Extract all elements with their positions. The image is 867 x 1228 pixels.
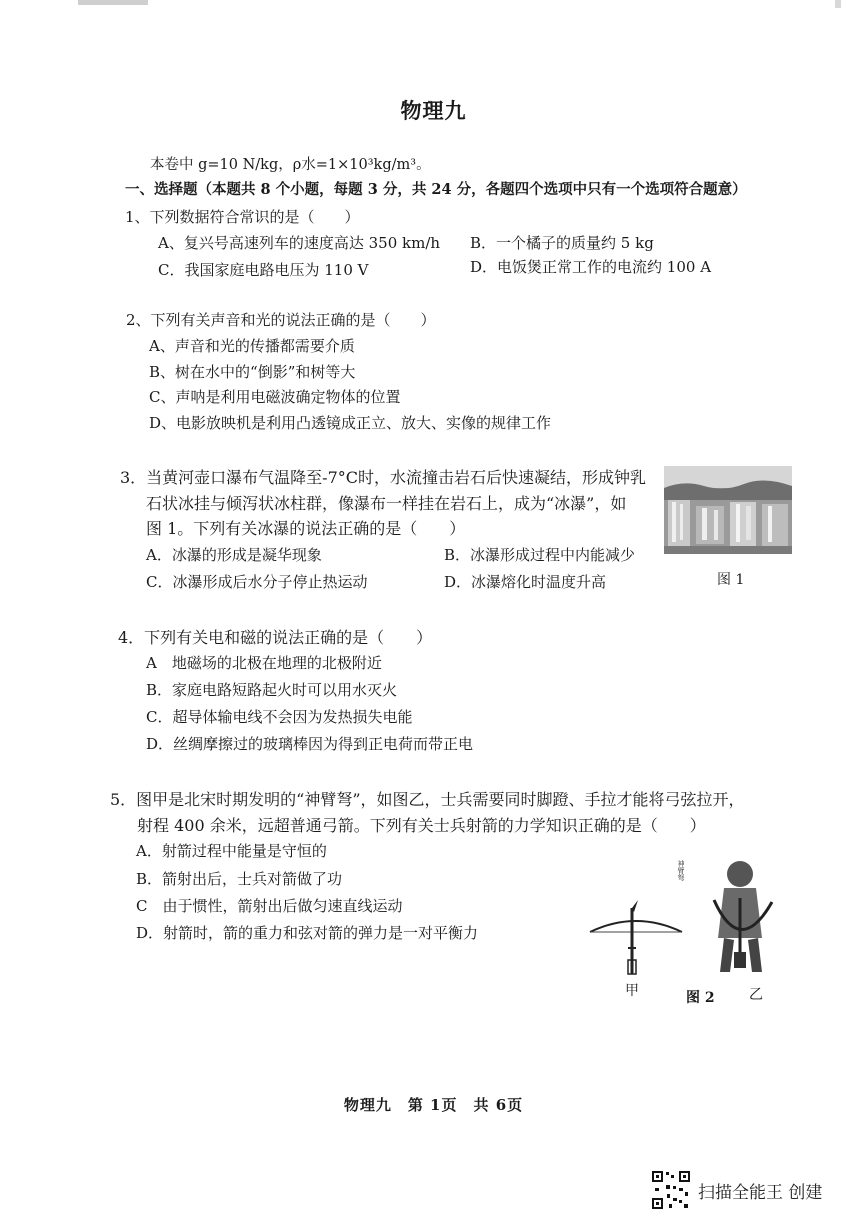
q1-option-c: C．我国家庭电路电压为 110 V — [158, 261, 369, 279]
q2-stem: 2、下列有关声音和光的说法正确的是（ ） — [126, 311, 436, 329]
q3-stem-line3: 图 1。下列有关冰瀑的说法正确的是（ ） — [146, 519, 466, 538]
q3-stem-line1: 3．当黄河壶口瀑布气温降至-7°C时，水流撞击岩石后快速凝结，形成钟乳 — [120, 468, 647, 487]
scanner-watermark: 扫描全能王 创建 — [698, 1183, 823, 1203]
q3-option-a: A．冰瀑的形成是凝华现象 — [146, 546, 322, 564]
q4-option-a: A 地磁场的北极在地理的北极附近 — [146, 654, 382, 672]
q5-option-c: C 由于惯性，箭射出后做匀速直线运动 — [136, 897, 403, 915]
q2-option-b: B、树在水中的“倒影”和树等大 — [149, 363, 356, 381]
q5-option-b: B．箭射出后，士兵对箭做了功 — [136, 870, 343, 888]
q3-option-c: C．冰瀑形成后水分子停止热运动 — [146, 573, 368, 591]
q1-option-b: B．一个橘子的质量约 5 kg — [470, 234, 654, 252]
q3-stem-line2: 石状冰挂与倾泻状冰柱群，像瀑布一样挂在岩石上，成为“冰瀑”，如 — [146, 494, 627, 513]
q5-option-d: D．射箭时，箭的重力和弦对箭的弹力是一对平衡力 — [136, 924, 479, 942]
q4-stem: 4．下列有关电和磁的说法正确的是（ ） — [118, 628, 433, 647]
q4-option-b: B．家庭电路短路起火时可以用水灭火 — [146, 681, 398, 699]
q4-option-c: C．超导体输电线不会因为发热损失电能 — [146, 708, 413, 726]
q2-option-c: C、声呐是利用电磁波确定物体的位置 — [149, 388, 401, 406]
q1-option-d: D．电饭煲正常工作的电流约 100 A — [470, 258, 712, 276]
figure-2-caption: 图 2 — [686, 990, 715, 1006]
page-footer: 物理九 第 1页 共 6页 — [343, 1096, 524, 1114]
scan-artifact — [78, 0, 148, 5]
q5-stem-line2: 射程 400 余米，远超普通弓箭。下列有关士兵射箭的力学知识正确的是（ ） — [137, 816, 706, 835]
q1-option-a: A、复兴号高速列车的速度高达 350 km/h — [158, 234, 441, 252]
section-heading: 一、选择题（本题共 8 个小题，每题 3 分，共 24 分，各题四个选项中只有一个选项符合题意） — [125, 181, 747, 198]
q5-option-a: A．射箭过程中能量是守恒的 — [136, 842, 327, 860]
figure-1-caption: 图 1 — [717, 572, 745, 588]
q3-option-b: B．冰瀑形成过程中内能减少 — [444, 546, 636, 564]
q1-stem: 1、下列数据符合常识的是（ ） — [125, 208, 360, 226]
figure-2-jia: 甲 — [625, 983, 639, 999]
figure-2-yi: 乙 — [749, 987, 763, 1003]
q3-option-d: D．冰瀑熔化时温度升高 — [444, 573, 607, 591]
qr-code-icon — [651, 1170, 691, 1210]
q2-option-d: D、电影放映机是利用凸透镜成正立、放大、实像的规律工作 — [149, 414, 552, 432]
constants-note: 本卷中 g=10 N/kg，ρ水=1×10³kg/m³。 — [150, 157, 431, 173]
crossbow-label: 神臂弩 — [677, 860, 685, 881]
q5-stem-line1: 5．图甲是北宋时期发明的“神臂弩”，如图乙，士兵需要同时脚蹬、手拉才能将弓弦拉开， — [110, 790, 745, 809]
crossbow-figure — [584, 848, 794, 1006]
q2-option-a: A、声音和光的传播都需要介质 — [149, 337, 355, 355]
q4-option-d: D．丝绸摩擦过的玻璃棒因为得到正电荷而带正电 — [146, 735, 474, 753]
ice-waterfall-photo — [664, 466, 792, 554]
scan-artifact-right — [835, 0, 841, 8]
page-title: 物理九 — [400, 98, 467, 123]
